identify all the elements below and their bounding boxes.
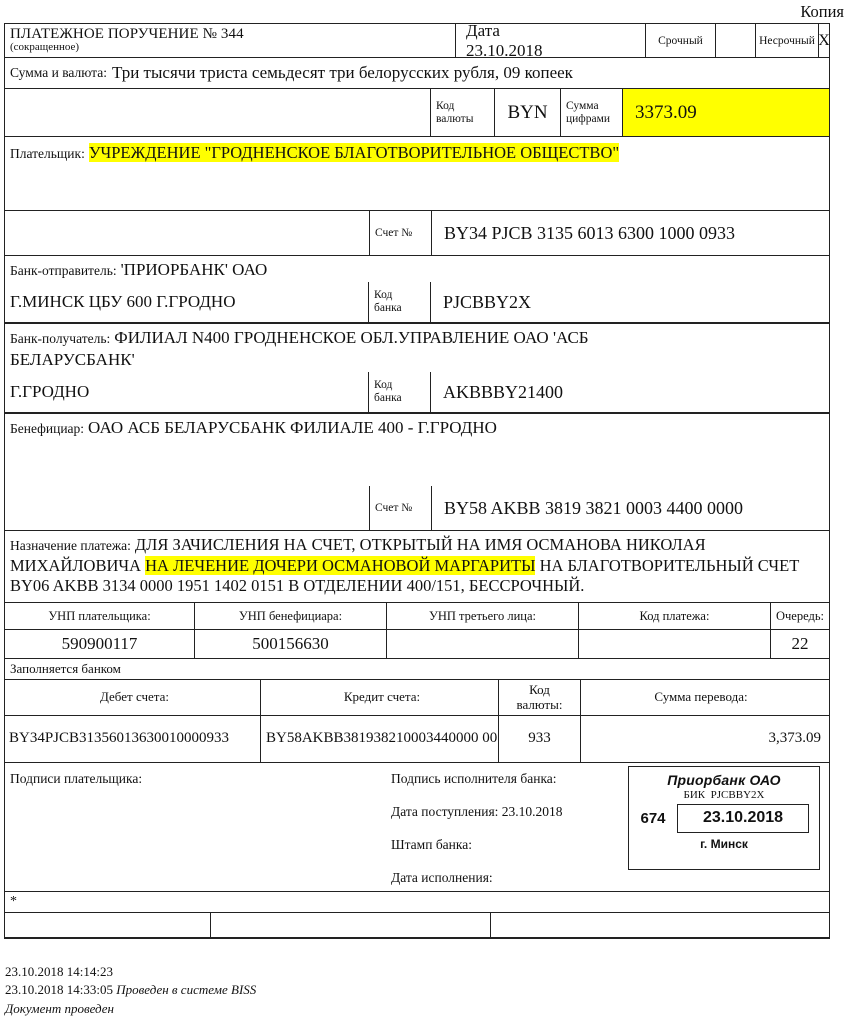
bank-stamp-label: Штамп банка: (391, 837, 472, 853)
stamp-bic-value: PJCBBY2X (710, 789, 765, 802)
payment-purpose-label: Назначение платежа: (10, 538, 131, 553)
sender-bank-label: Банк-отправитель: (10, 263, 117, 278)
currency-code-value: BYN (495, 89, 561, 136)
bank-header-currency-code: Код валюты: (499, 680, 581, 715)
date-label: Дата (466, 20, 500, 40)
asterisk-marker: * (10, 894, 17, 910)
receiver-bank-code-value: AKBBBY21400 (443, 381, 564, 402)
amount-digits-label-line2: цифрами (566, 112, 611, 125)
amount-in-words-label: Сумма и валюта: (10, 65, 107, 80)
bottom-cell-3 (491, 913, 829, 937)
currency-row-spacer (5, 89, 431, 136)
beneficiary-account-value: BY58 AKBB 3819 3821 0003 4400 0000 (444, 497, 744, 518)
stamp-bic-line (629, 789, 819, 801)
document-date-cell (456, 20, 646, 60)
beneficiary-label: Бенефициар: (10, 421, 85, 436)
bank-value-currency-code: 933 (499, 716, 581, 762)
bank-value-debit: BY34PJCB31356013630010000933 (5, 716, 261, 762)
execution-date-label: Дата исполнения: (391, 870, 493, 886)
bank-table-row (5, 716, 829, 763)
log-line-processed (5, 981, 825, 999)
document-header-row (5, 20, 830, 60)
receiver-bank-name-line (5, 324, 829, 350)
stamp-number: 674 (640, 810, 666, 828)
log-processed-time: 23.10.2018 14:33:05 (5, 982, 113, 998)
non-urgent-checkbox[interactable]: X (818, 31, 830, 49)
processing-log (5, 963, 825, 1018)
unp-header-payer: УНП плательщика: (5, 603, 195, 629)
beneficiary-block (5, 414, 829, 486)
document-frame (4, 20, 830, 939)
sender-bank-code-value: PJCBBY2X (443, 291, 532, 312)
unp-value-beneficiary: 500156630 (195, 630, 387, 658)
sender-bank-city: Г.МИНСК ЦБУ 600 Г.ГРОДНО (5, 282, 369, 322)
payer-account-value: BY34 PJCB 3135 6013 6300 1000 0933 (444, 222, 736, 243)
document-subtitle: (сокращенное) (10, 41, 80, 54)
bottom-empty-strip (5, 912, 829, 938)
stamp-bic-label: БИК (683, 789, 706, 802)
urgent-label-cell: Срочный (646, 24, 716, 57)
payer-account-label: Счет № (370, 211, 432, 255)
page-title: ПЛАТЕЖНОЕ ПОРУЧЕНИЕ № 344 (10, 26, 244, 43)
bank-stamp (628, 766, 820, 870)
payer-account-row (5, 211, 829, 256)
sender-bank-block (5, 256, 829, 324)
receipt-date-label: Дата поступления: 23.10.2018 (391, 804, 563, 820)
document-title-cell (5, 24, 456, 57)
receiver-bank-name-line1: ФИЛИАЛ N400 ГРОДНЕНСКОЕ ОБЛ.УПРАВЛЕНИЕ ОАО 'АСБ (114, 328, 589, 347)
receiver-bank-block (5, 324, 829, 414)
payer-account-spacer (5, 211, 370, 255)
sender-bank-name-line (5, 256, 829, 282)
amount-digits-value: 3373.09 (635, 101, 697, 123)
unp-header-beneficiary: УНП бенефициара: (195, 603, 387, 629)
bank-officer-signature-label: Подпись исполнителя банка: (391, 771, 557, 787)
payer-name: УЧРЕЖДЕНИЕ "ГРОДНЕНСКОЕ БЛАГОТВОРИТЕЛЬНОЕ ОБЩЕСТВО" (88, 143, 620, 162)
payer-signatures-label: Подписи плательщика: (10, 771, 143, 787)
non-urgent-label-cell: Несрочный (756, 24, 819, 57)
currency-amount-row (5, 89, 829, 137)
filled-by-bank-label: Заполняется банком (5, 659, 829, 680)
payer-label: Плательщик: (10, 146, 85, 161)
log-processed-status: Проведен в системе BISS (116, 982, 257, 998)
bank-signature-column (389, 763, 619, 891)
log-line-document-status: Документ проведен (5, 1000, 114, 1016)
amount-digits-group (561, 89, 829, 136)
unp-value-third-party (387, 630, 579, 658)
log-line-created: 23.10.2018 14:14:23 (5, 964, 113, 979)
receiver-bank-label: Банк-получатель: (10, 331, 111, 346)
unp-value-payer: 590900117 (5, 630, 195, 658)
unp-table-header (5, 603, 829, 630)
unp-header-third-party: УНП третьего лица: (387, 603, 579, 629)
receiver-bank-code-label: Код банка (369, 372, 431, 412)
sender-bank-name: 'ПРИОРБАНК' ОАО (120, 260, 268, 279)
beneficiary-account-row (5, 486, 829, 531)
bank-header-transfer-sum: Сумма перевода: (654, 689, 748, 705)
payer-block (5, 137, 829, 211)
bottom-cell-2 (211, 913, 491, 937)
payment-purpose-block (5, 531, 829, 603)
bank-stamp-area (619, 763, 829, 891)
amount-in-words-row (5, 58, 829, 89)
bank-header-debit: Дебет счета: (5, 680, 261, 715)
unp-header-queue: Очередь: (775, 608, 825, 623)
beneficiary-name: ОАО АСБ БЕЛАРУСБАНК ФИЛИАЛЕ 400 - Г.ГРОДНО (88, 418, 497, 437)
receiver-bank-name-line2: БЕЛАРУСБАНК' (10, 350, 135, 369)
receiver-bank-code-row (5, 372, 829, 413)
urgent-checkbox[interactable] (716, 24, 756, 57)
bank-table-header (5, 680, 829, 716)
receiver-bank-city: Г.ГРОДНО (5, 372, 369, 412)
currency-code-label: Код валюты (431, 89, 495, 136)
bank-value-credit: BY58AKBB381938210003440000 00 (261, 716, 499, 762)
unp-table-row (5, 630, 829, 659)
stamp-date: 23.10.2018 (677, 804, 809, 833)
stamp-bank-name: Приорбанк ОАО (667, 772, 781, 789)
payment-purpose-text-part2: НА БЛАГОТВОРИТЕЛЬНЫЙ СЧЕТ BY06 AKBB 3134 0000 1951 1402 0151 В ОТДЕЛЕНИИ 400/151, БЕССРОЧНЫЙ. (10, 555, 800, 596)
payment-purpose-text-part1: ДЛЯ ЗАЧИСЛЕНИЯ НА СЧЕТ, ОТКРЫТЫЙ НА ИМЯ ОСМАНОВА НИКОЛАЯ МИХАЙЛОВИЧА (10, 535, 706, 575)
bottom-cell-1 (5, 913, 211, 937)
copy-mark: Копия (800, 2, 844, 21)
sender-bank-code-row (5, 282, 829, 323)
bank-header-credit: Кредит счета: (261, 680, 499, 715)
beneficiary-account-spacer (5, 486, 370, 530)
stamp-city: г. Минск (700, 837, 748, 852)
sender-bank-code-label: Код банка (369, 282, 431, 322)
unp-value-queue: 22 (791, 634, 809, 654)
payment-purpose-text-highlight: НА ЛЕЧЕНИЕ ДОЧЕРИ ОСМАНОВОЙ МАРГАРИТЫ (145, 555, 536, 575)
stamp-middle-row (629, 804, 819, 833)
bank-value-transfer-sum: 3,373.09 (768, 730, 821, 747)
beneficiary-account-label: Счет № (370, 486, 432, 530)
amount-in-words-value: Три тысячи триста семьдесят три белорусских рубля, 09 копеек (111, 63, 573, 82)
amount-digits-label-line1: Сумма (566, 99, 599, 112)
unp-value-payment-code (579, 630, 771, 658)
signatures-area (5, 763, 829, 892)
date-value: 23.10.2018 (466, 40, 543, 60)
unp-header-payment-code: Код платежа: (579, 603, 771, 629)
